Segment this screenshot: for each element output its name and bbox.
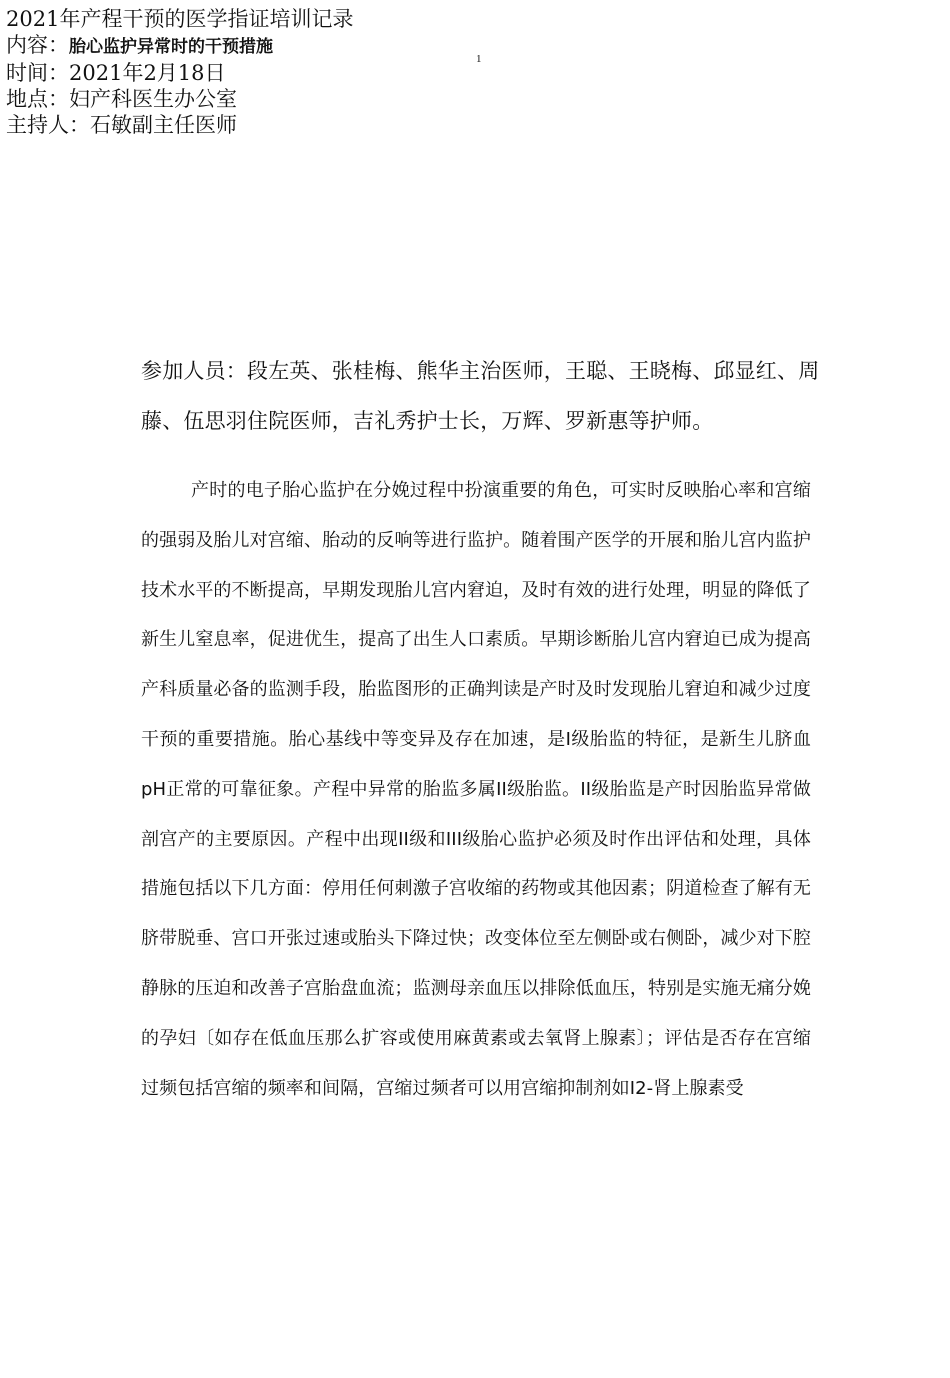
time-line: 时间：2021年2月18日 — [6, 61, 226, 85]
location-line: 地点：妇产科医生办公室 — [6, 87, 237, 111]
body-paragraph: 产时的电子胎心监护在分娩过程中扮演重要的角色，可实时反映胎心率和宫缩的强弱及胎儿对宫缩、胎动的反响等进行监护。随着围产医学的开展和胎儿宫内监护技术水平的不断提高，早期发现胎儿宫内窘迫，及时有效的进行处理，明显的降低了新生儿窒息率，促进优生，提高了出生人口素质。早期诊断胎儿宫内窘迫已成为提高产科质量必备的监测手段，胎监图形的正确判读是产时及时发现胎儿窘迫和减少过度干预的重要措施。胎心基线中等变异及存在加速，是I级胎监的特征，是新生儿脐血pH正常的可靠征象。产程中异常的胎监多属II级胎监。II级胎监是产时因胎监异常做剖宫产的主要原因。产程中出现II级和III级胎心监护必须及时作出评估和处理，具体措施包括以下几方面：停用任何刺激子宫收缩的药物或其他因素；阴道检查了解有无脐带脱垂、宫口开张过速或胎头下降过快；改变体位至左侧卧或右侧卧，减少对下腔静脉的压迫和改善子宫胎盘血流；监测母亲血压以排除低血压，特别是实施无痛分娩的孕妇〔如存在低血压那么扩容或使用麻黄素或去氧肾上腺素〕；评估是否存在宫缩过频包括宫缩的频率和间隔，宫缩过频者可以用宫缩抑制剂如Ⅰ2-肾上腺素受 — [141, 480, 811, 1099]
document-header — [6, 6, 606, 138]
page-number: 1 — [476, 53, 482, 65]
content-value: 胎心监护异常时的干预措施 — [69, 37, 273, 57]
document-title: 2021年产程干预的医学指证培训记录 — [6, 7, 354, 31]
attendees-paragraph: 参加人员：段左英、张桂梅、熊华主治医师，王聪、王晓梅、邱显红、周藤、伍思羽住院医师，吉礼秀护士长，万辉、罗新惠等护师。 — [141, 359, 820, 433]
content-label: 内容： — [6, 33, 69, 57]
content-line — [6, 32, 606, 60]
host-line: 主持人：石敏副主任医师 — [6, 113, 237, 137]
